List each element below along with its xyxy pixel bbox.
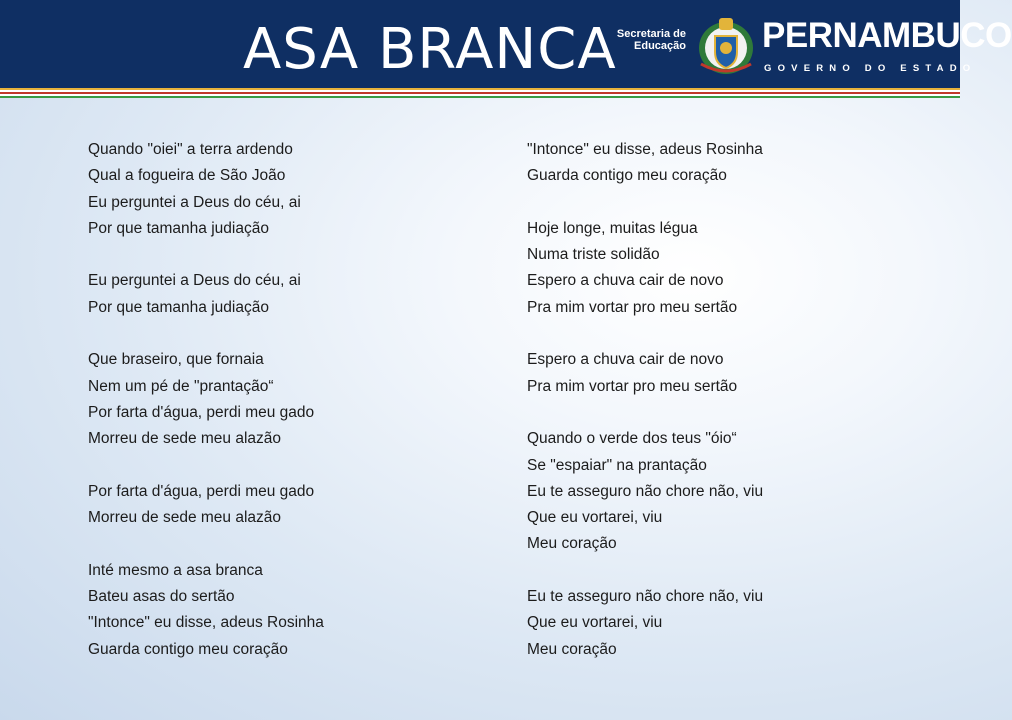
- lyric-line: Qual a fogueira de São João: [88, 167, 286, 185]
- stanza-gap: [527, 321, 763, 347]
- lyric-line: "Intonce" eu disse, adeus Rosinha: [88, 614, 324, 632]
- lyric-line: Nem um pé de "prantação“: [88, 377, 274, 395]
- lyric-line: Espero a chuva cair de novo: [527, 351, 724, 369]
- lyric-line: Por que tamanha judiação: [88, 298, 269, 316]
- stanza-gap: [88, 321, 324, 347]
- lyric-line: Pra mim vortar pro meu sertão: [527, 377, 738, 395]
- lyrics-right-column: [527, 137, 763, 663]
- stanza-gap: [527, 558, 763, 584]
- lyric-line: Guarda contigo meu coração: [527, 167, 727, 185]
- lyric-line: Quando o verde dos teus "óio“: [527, 430, 737, 448]
- lyric-line: Numa triste solidão: [527, 246, 660, 264]
- brand-subtitle: GOVERNO DO ESTADO: [764, 63, 977, 74]
- lyric-line: Meu coração: [527, 535, 617, 553]
- lyric-line: "Intonce" eu disse, adeus Rosinha: [527, 141, 763, 158]
- lyric-line: Hoje longe, muitas légua: [527, 219, 698, 237]
- stanza-gap: [527, 190, 763, 216]
- lyric-line: Por farta d'água, perdi meu gado: [88, 403, 315, 421]
- header-bar: [0, 0, 1012, 88]
- coat-of-arms-icon: [697, 14, 755, 78]
- lyrics-left-column: [88, 137, 324, 663]
- lyric-line: Eu perguntei a Deus do céu, ai: [88, 272, 301, 290]
- lyric-line: Inté mesmo a asa branca: [88, 561, 263, 579]
- lyric-line: Quando "oiei" a terra ardendo: [88, 141, 293, 158]
- lyric-line: Eu perguntei a Deus do céu, ai: [88, 193, 301, 211]
- lyric-line: Meu coração: [527, 640, 617, 658]
- lyric-line: Se "espaiar" na prantação: [527, 456, 707, 474]
- lyric-line: Morreu de sede meu alazão: [88, 509, 282, 527]
- lyric-line: Bateu asas do sertão: [88, 588, 235, 606]
- lyric-line: Eu te asseguro não chore não, viu: [527, 482, 764, 500]
- stanza-gap: [88, 242, 324, 268]
- lyric-line: Espero a chuva cair de novo: [527, 272, 724, 290]
- lyric-line: Que braseiro, que fornaia: [88, 351, 264, 369]
- lyric-line: Que eu vortarei, viu: [527, 614, 663, 632]
- lyric-line: Por farta d'água, perdi meu gado: [88, 482, 315, 500]
- secretaria-line-2: Educação: [634, 40, 686, 52]
- lyric-line: Eu te asseguro não chore não, viu: [527, 588, 764, 606]
- slide-title: ASA BRANCA: [243, 17, 617, 82]
- stanza-gap: [88, 531, 324, 557]
- lyric-line: Que eu vortarei, viu: [527, 509, 663, 527]
- secretaria-line-1: Secretaria de: [616, 28, 686, 40]
- stripe-4: [0, 96, 960, 98]
- stanza-gap: [88, 453, 324, 479]
- lyric-line: Pra mim vortar pro meu sertão: [527, 298, 738, 316]
- header-stripes: [0, 88, 960, 104]
- secretaria-label: [608, 28, 686, 52]
- stanza-gap: [527, 400, 763, 426]
- lyric-line: Por que tamanha judiação: [88, 219, 269, 237]
- lyric-line: Guarda contigo meu coração: [88, 640, 288, 658]
- lyric-line: Morreu de sede meu alazão: [88, 430, 282, 448]
- brand-name: PERNAMBUCO: [762, 16, 1012, 55]
